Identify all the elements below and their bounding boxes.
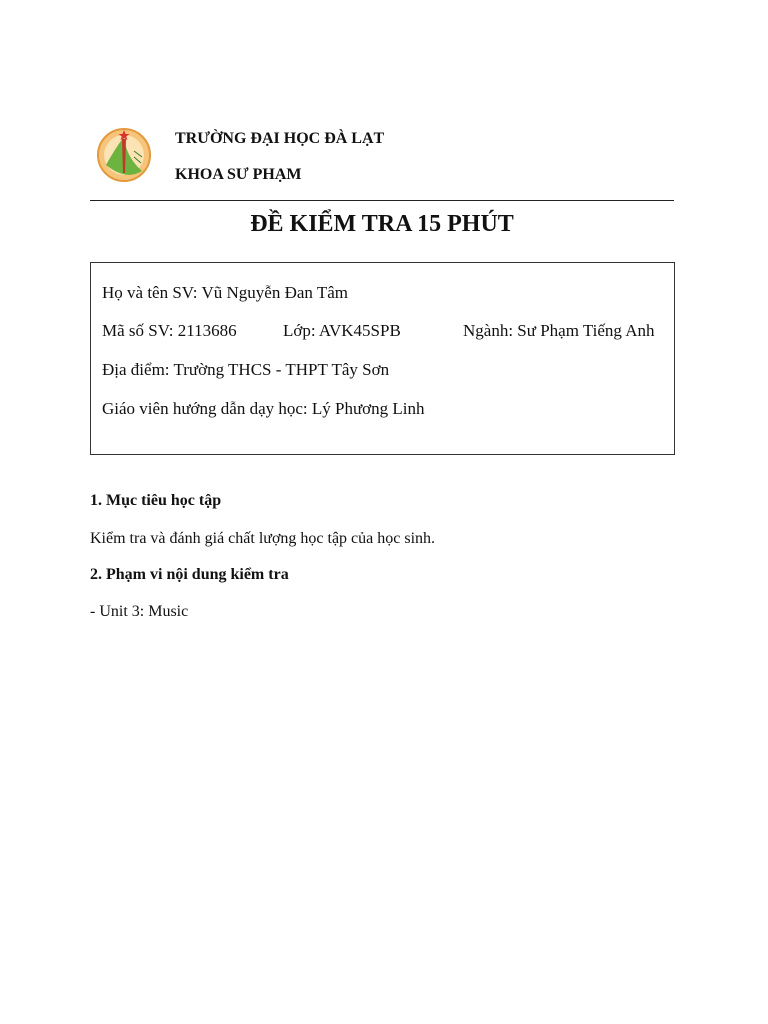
scope-heading: 2. Phạm vi nội dung kiểm tra	[90, 566, 289, 583]
student-major: Ngành: Sư Phạm Tiếng Anh	[463, 321, 655, 340]
student-id: Mã số SV: 2113686	[102, 321, 237, 340]
scope-item: - Unit 3: Music	[90, 603, 189, 620]
header-divider	[90, 200, 674, 201]
student-info-box	[90, 262, 675, 455]
school-name: TRƯỜNG ĐẠI HỌC ĐÀ LẠT	[175, 130, 385, 147]
teaching-location: Địa điểm: Trường THCS - THPT Tây Sơn	[102, 360, 390, 379]
faculty-name: KHOA SƯ PHẠM	[175, 166, 302, 183]
university-logo	[96, 127, 152, 183]
student-class: Lớp: AVK45SPB	[283, 321, 401, 340]
document-title: ĐỀ KIỂM TRA 15 PHÚT	[250, 211, 514, 237]
student-name: Họ và tên SV: Vũ Nguyễn Đan Tâm	[102, 283, 348, 302]
objective-heading: 1. Mục tiêu học tập	[90, 492, 222, 509]
objective-text: Kiểm tra và đánh giá chất lượng học tập của học sinh.	[90, 530, 436, 547]
supervising-teacher: Giáo viên hướng dẫn dạy học: Lý Phương Linh	[102, 399, 425, 418]
